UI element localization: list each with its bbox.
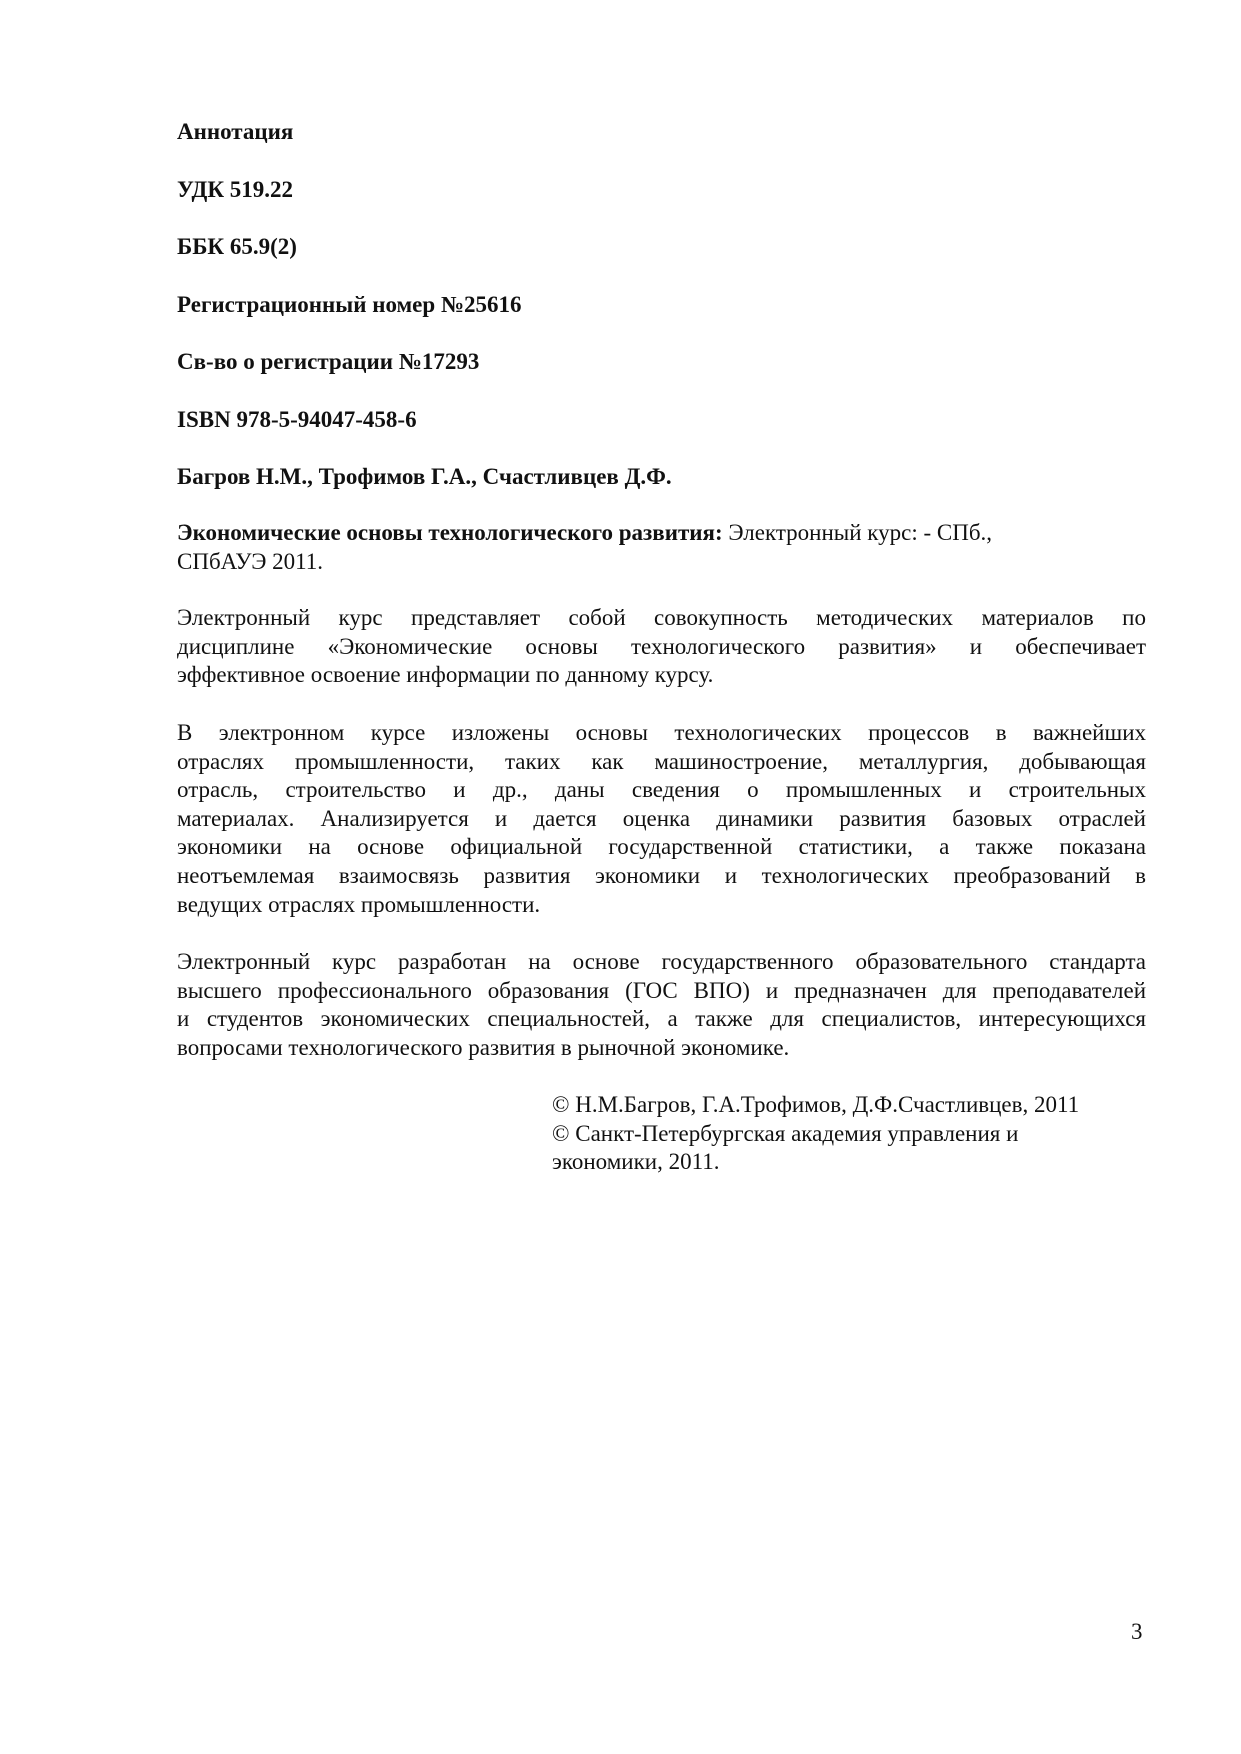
paragraph-line: Электронный курс разработан на основе государственного образовательного стандарта [177,949,1146,974]
paragraph-line: эффективное освоение информации по данному курсу. [177,662,714,688]
paragraph-line: вопросами технологического развития в рыночной экономике. [177,1034,790,1060]
annotation-heading: Аннотация [177,119,294,144]
bbk-code: ББК 65.9(2) [177,234,297,259]
paragraph-line: Электронный курс представляет собой совокупность методических материалов по [177,605,1146,630]
page-number: 3 [1131,1619,1143,1644]
paragraph-line: отраслях промышленности, таких как машиностроение, металлургия, добывающая [177,748,1146,774]
registration-number: Регистрационный номер №25616 [177,292,522,317]
paragraph-line: неотъемлемая взаимосвязь развития экономики и технологических преобразований в [177,862,1146,888]
copyright-block [552,1091,1152,1177]
udk-code: УДК 519.22 [177,177,294,202]
paragraph-line: высшего профессионального образования (ГОС ВПО) и предназначен для преподавателей [177,977,1146,1003]
citation-line-1 [177,519,1077,548]
paragraph-line: экономики на основе официальной государственной статистики, а также показана [177,834,1146,860]
copyright-authors: © Н.М.Багров, Г.А.Трофимов, Д.Ф.Счастливцев, 2011 [552,1092,1080,1117]
citation [177,519,1077,576]
registration-certificate: Св-во о регистрации №17293 [177,349,480,374]
citation-rest: Электронный курс: - СПб., [722,520,993,545]
paragraph-3 [177,948,1146,1062]
copyright-academy: © Санкт-Петербургская академия управления и [552,1120,1019,1146]
paragraph-line: отрасль, строительство и др., даны сведения о промышленных и строительных [177,777,1146,803]
authors: Багров Н.М., Трофимов Г.А., Счастливцев Д.Ф. [177,464,672,489]
citation-line-2: СПбАУЭ 2011. [177,548,324,574]
paragraph-1 [177,604,1146,690]
paragraph-line: и студентов экономических специальностей, а также для специалистов, интересующихся [177,1006,1146,1032]
paragraph-line: дисциплине «Экономические основы технологического развития» и обеспечивает [177,633,1146,659]
paragraph-line: ведущих отраслях промышленности. [177,891,541,917]
isbn: ISBN 978-5-94047-458-6 [177,407,417,432]
paragraph-line: материалах. Анализируется и дается оценка динамики развития базовых отраслей [177,805,1146,831]
paragraph-2 [177,719,1146,919]
copyright-academy-cont: экономики, 2011. [552,1149,720,1175]
paragraph-line: В электронном курсе изложены основы технологических процессов в важнейших [177,720,1146,745]
citation-title: Экономические основы технологического развития: [177,520,723,545]
